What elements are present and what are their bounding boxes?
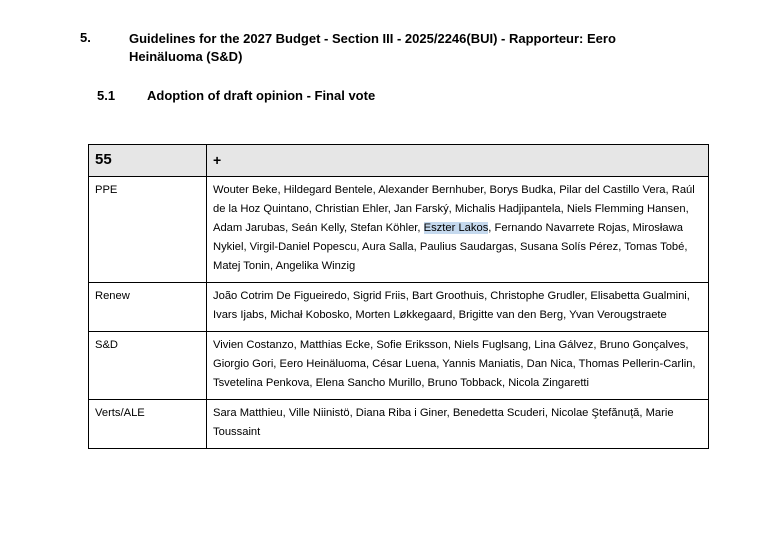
selected-text[interactable]: Eszter Lakos bbox=[423, 222, 489, 234]
section-title: Guidelines for the 2027 Budget - Section III - 2025/2246(BUI) - Rapporteur: Eero Heinäluoma (S&D) bbox=[129, 31, 616, 64]
member-names[interactable] bbox=[207, 177, 709, 283]
member-names[interactable]: Sara Matthieu, Ville Niinistö, Diana Riba i Giner, Benedetta Scuderi, Nicolae Ştefănuță, Marie Toussaint bbox=[207, 400, 709, 449]
vote-count: 55 bbox=[89, 145, 207, 177]
vote-table-header bbox=[89, 145, 709, 177]
vote-sign: + bbox=[207, 145, 709, 177]
member-names[interactable]: Vivien Costanzo, Matthias Ecke, Sofie Eriksson, Niels Fuglsang, Lina Gálvez, Bruno Gonçalves, Giorgio Gori, Eero Heinäluoma, César Luena, Yannis Maniatis, Dan Nica, Thomas Pellerin-Carlin, Tsvetelina Penkova, Elena Sancho Murillo, Bruno Tobback, Nicola Zingaretti bbox=[207, 332, 709, 400]
table-row bbox=[89, 400, 709, 449]
table-row bbox=[89, 283, 709, 332]
subsection-title: Adoption of draft opinion - Final vote bbox=[147, 88, 376, 103]
member-names-text[interactable]: Wouter Beke, Hildegard Bentele, Alexander Bernhuber, Borys Budka, Pilar del Castillo Vera, Raúl de la Hoz Quintano, Christian Ehler, Jan Farský, Michalis Hadjipantela, Niels Flemming Hansen, Adam Jarubas, Seán Kelly, Stefan Köhler, bbox=[213, 184, 695, 234]
table-row bbox=[89, 332, 709, 400]
group-name: Verts/ALE bbox=[89, 400, 207, 449]
vote-table bbox=[88, 144, 709, 449]
section-number: 5. bbox=[80, 30, 91, 45]
member-names[interactable]: João Cotrim De Figueiredo, Sigrid Friis, Bart Groothuis, Christophe Grudler, Elisabetta Gualmini, Ivars Ijabs, Michał Kobosko, Morten Løkkegaard, Brigitte van den Berg, Yvan Verougstraete bbox=[207, 283, 709, 332]
subsection-number: 5.1 bbox=[97, 88, 116, 103]
group-name: PPE bbox=[89, 177, 207, 283]
table-row bbox=[89, 177, 709, 283]
group-name: Renew bbox=[89, 283, 207, 332]
member-names-text[interactable]: , Fernando Navarrete Rojas, Mirosława Nykiel, Virgil-Daniel Popescu, Aura Salla, Paulius Saudargas, Susana Solís Pérez, Tomas Tobé, Matej Tonin, Angelika Winzig bbox=[213, 222, 688, 272]
group-name: S&D bbox=[89, 332, 207, 400]
